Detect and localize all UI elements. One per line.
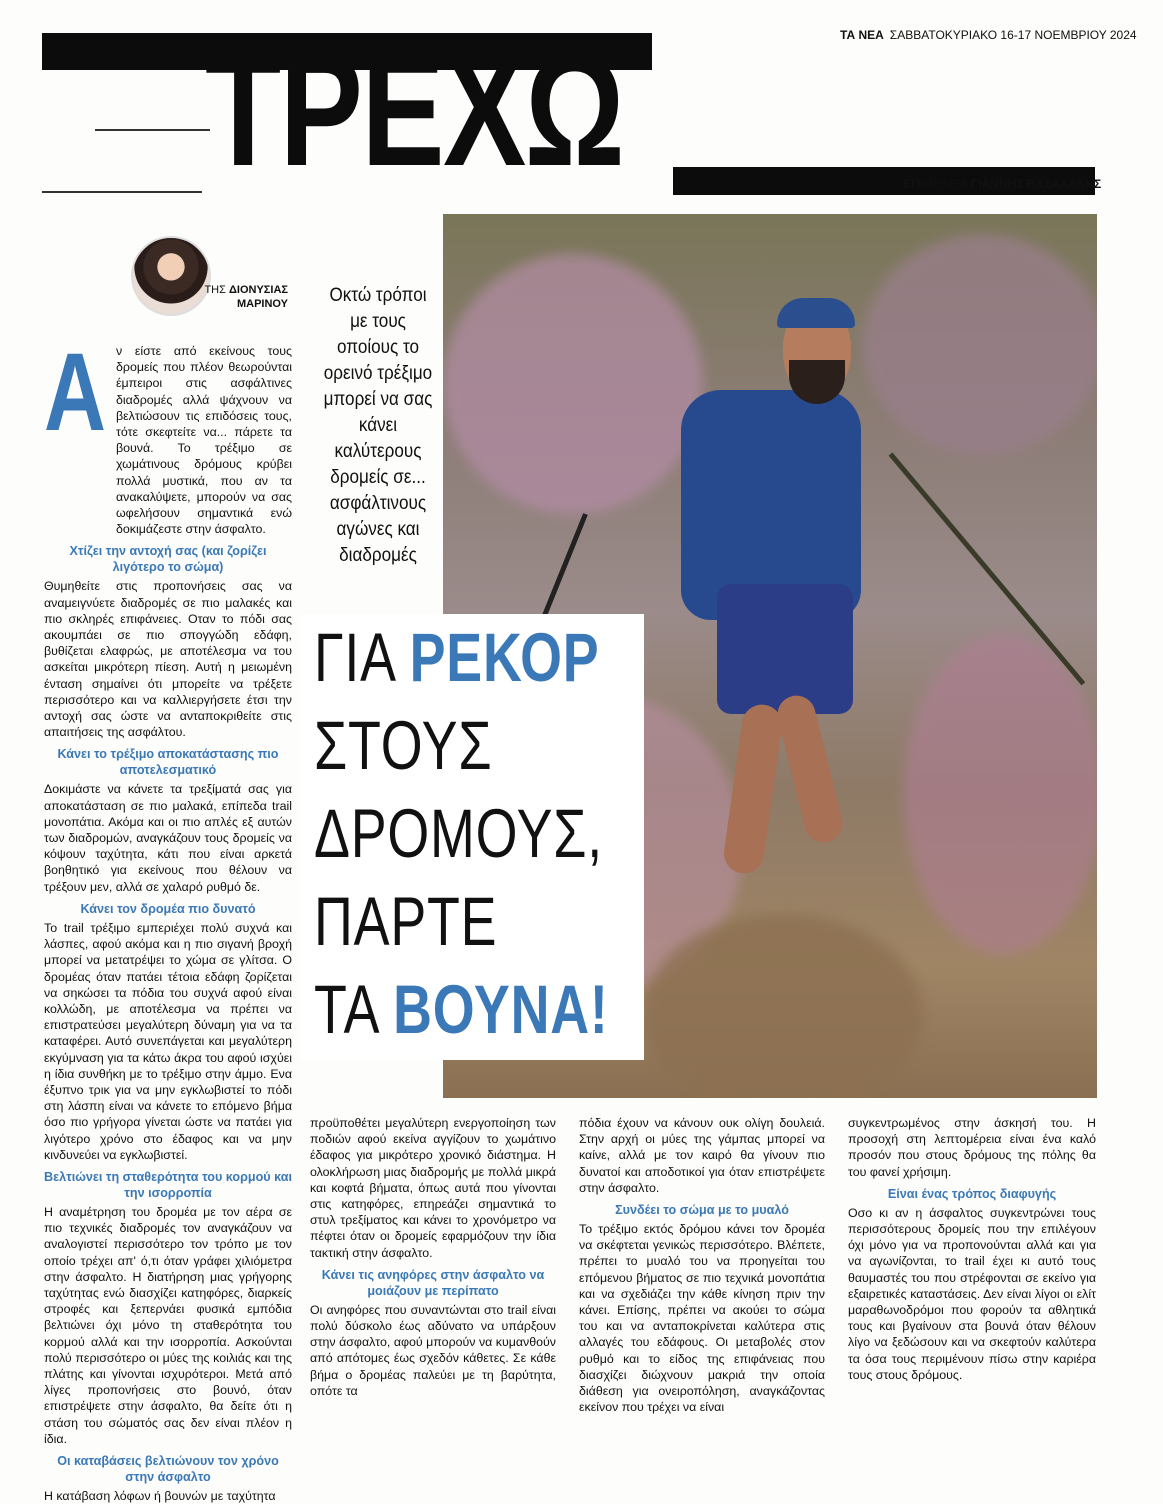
author-avatar [131, 236, 211, 316]
headline-text: ΓΙΑ [314, 619, 410, 696]
author-name-first: ΔΙΟΝΥΣΙΑΣ [228, 284, 288, 296]
subheading: Οι καταβάσεις βελτιώνουν τον χρόνο στην άσφαλτο [57, 1453, 279, 1484]
paragraph: προϋποθέτει μεγαλύτερη ενεργοποίηση των ποδιών αφού εκείνα αγγίζουν το χωμάτινο έδαφος για μικρότερο χρονικό διάστημα. Η ολοκλήρωση μιας διαδρομής με πολλά μικρά και κοφτά βήματα, όπως αυτά που γίνονται στις κατηφόρες, επηρεάζει σημαντικά το στυλ τρεξίματος και κάνει το χρονόμετρο να πέφτει όταν οι δρομείς εφαρμόζουν την ίδια τακτική στην άσφαλτο. [310, 1116, 556, 1260]
paragraph: συγκεντρωμένος στην άσκησή του. Η προσοχή στη λεπτομέρεια είναι ένα καλό προσόν που στους δρόμους της πόλης θα του φανεί χρήσιμη. [848, 1116, 1096, 1179]
subheading: Βελτιώνει τη σταθερότητα του κορμού και την ισορροπία [44, 1169, 292, 1200]
paper-info [840, 28, 1137, 42]
subheading: Κάνει το τρέξιμο αποκατάστασης πιο αποτελεσματικό [57, 747, 279, 778]
editor-name: ΓΙΑΝΝΗΣ ΒΑΣΑΛΑΚΗΣ [971, 177, 1102, 191]
subheading: Χτίζει την αντοχή σας (και ζορίζει λιγότερο το σώμα) [69, 544, 267, 575]
deck-text: Οκτώ τρόποι με τους οποίους το ορεινό τρέξιμο μπορεί να σας κάνει καλύτερους δρομείς σε... ασφάλτινους αγώνες και διαδρομές [323, 285, 433, 566]
headline-line-4: ΠΑΡΤΕ [314, 883, 498, 960]
masthead-rule [42, 191, 202, 193]
article-column-1 [44, 331, 292, 1504]
subheading: Είναι ένας τρόπος διαφυγής [887, 1186, 1057, 1201]
subheading: Συνδέει το σώμα με το μυαλό [615, 1203, 789, 1218]
headline-line-2: ΣΤΟΥΣ [314, 707, 493, 784]
paragraph: Το τρέξιμο εκτός δρόμου κάνει τον δρομέα να σκέφτεται γενικώς περισσότερο. Βλέπετε, πρέπει το μυαλό του να προηγείται του επόμενου βήματος σε πιο τεχνικά μονοπάτια και να σχεδιάζει την κάθε κίνηση πριν την κάνει. Επίσης, πρέπει να ακούει το σώμα του και να ανταποκρίνεται καλύτερα στις αλλαγές του εδάφους. Οι μεταβολές στον ρυθμό και το είδος της επιφάνειας που διασχίζει διώχνουν μακριά την οποία διάθεση για ονειροπόληση, αναγκάζοντας εκείνον που τρέχει να είναι [579, 1222, 825, 1415]
subheading: Κάνει τις ανηφόρες στην άσφαλτο να μοιάζουν με περίπατο [321, 1267, 545, 1298]
author-name-last: ΜΑΡΙΝΟΥ [236, 298, 288, 310]
paragraph: Οι ανηφόρες που συναντώνται στο trail είναι πολύ δύσκολο έως αδύνατο να υπάρξουν στην άσφαλτο, αφού μπορούν να κυμανθούν από απότομες έως σχεδόν κάθετες. Σε κάθε βήμα ο δρομέας παλεύει με τη βαρύτητα, οπότε τα [310, 1302, 556, 1398]
headline-box [300, 614, 644, 1060]
intro-paragraph: ν είστε από εκείνους τους δρομείς που πλέον θεωρούνται έμπειροι στις ασφάλτινες διαδρομές αλλά ψάχνουν να βελτιώσουν τις επιδόσεις τους, τότε σκεφτείτε να... πάρετε τα βουνά. Το τρέξιμο σε χωμάτινους δρόμους κρύβει πολλά μυστικά, που αν τα ανακαλύψετε, μπορούν να σας ωφελήσουν σημαντικά ενώ δοκιμάζεστε στην άσφαλτο. [116, 344, 292, 537]
headline-text: ΤΑ [314, 971, 394, 1048]
paragraph: Η κατάβαση λόφων ή βουνών με ταχύτητα [44, 1488, 276, 1503]
headline-line-5 [314, 966, 609, 1054]
headline-line-3: ΔΡΟΜΟΥΣ, [314, 795, 604, 872]
headline-highlight: ΡΕΚΟΡ [409, 619, 600, 696]
paragraph: Η αναμέτρηση του δρομέα με τον αέρα σε πιο τεχνικές διαδρομές τον αναγκάζουν να αναλογιστεί περισσότερο τον τρόπο με τον οποίο τρέχει απ' ό,τι όταν γράφει χιλιόμετρα στην άσφαλτο. Η διατήρηση μιας γρήγορης ταχύτητας ενώ διασχίζει κατηφόρες, διαρκείς στροφές και ξεπερνάει φυσικά εμπόδια βελτιώνει όχι μόνο τη σταθερότητα του κορμού αλλά και την ισορροπία. Ασκούνται πολύ περισσότερο οι μύες της κοιλιάς και της πλάτης και γίνονται ισχυρότεροι. Μετά από λίγες προπονήσεις στο βουνό, όταν επιστρέψετε στην άσφαλτο, θα δείτε ότι η στάση του σώματός σας δεν είναι πλέον η ίδια. [44, 1204, 292, 1446]
subheading: Κάνει τον δρομέα πιο δυνατό [80, 901, 256, 916]
author-byline [200, 283, 288, 311]
article-column-3 [579, 1115, 825, 1415]
paragraph: Οσο κι αν η άσφαλτος συγκεντρώνει τους περισσότερους δρομείς που την επιλέγουν όχι μόνο για να προπονούνται αλλά και για να αγωνίζονται, το trail έχει κι αυτό τους θαυμαστές του που στρέφονται σε εκείνο για εξαιρετικές καταστάσεις. Δεν είναι λίγοι οι ελίτ μαραθωνοδρόμοι που φορούν τα αθλητικά τους και βγαίνουν στα βουνά όταν θέλουν λίγο να ξεδώσουν και να σκεφτούν καλύτερα τα όσα τους περιμένουν πίσω στην καριέρα τους στους δρόμους. [848, 1205, 1096, 1382]
masthead-rule [95, 129, 210, 131]
editor-credit [903, 177, 1101, 191]
headline-highlight: ΒΟΥΝΑ! [393, 971, 609, 1048]
headline-line-1 [314, 614, 599, 702]
editor-label: ΕΠΙΜΕΛΕΙΑ [903, 177, 968, 191]
paragraph: Δοκιμάστε να κάνετε τα τρεξίματά σας για αποκατάσταση σε πιο μαλακά, επίπεδα trail μονοπάτια. Ακόμα και οι πιο απλές εξ αυτών των διαδρομών, αναγκάζουν τους δρομείς να κόψουν ταχύτητα, κάτι που είναι αρκετά βοηθητικό για εκείνους που θέλουν να τρέξουν μεν, αλλά σε χαλαρό ρυθμό δε. [44, 782, 292, 894]
article-column-4 [848, 1115, 1096, 1383]
author-prefix: ΤΗΣ [204, 284, 226, 296]
paragraph: πόδια έχουν να κάνουν ουκ ολίγη δουλειά. Στην αρχή οι μύες της γάμπας μπορεί να καίνε, αλλά με τον καιρό θα γίνουν πιο δυνατοί και αποδοτικοί για όταν επιστρέψετε στην άσφαλτο. [579, 1116, 825, 1195]
section-title: ΤΡΕΧΩ [205, 20, 624, 199]
article-column-2 [310, 1115, 556, 1399]
paragraph: Θυμηθείτε στις προπονήσεις σας να αναμειγνύετε διαδρομές σε πιο μαλακές και πιο σκληρές επιφάνειες. Οταν το πόδι σας ακουμπάει σε πιο σπογγώδη εδάφη, βυθίζεται ελαφρώς, με αποτέλεσμα να του ασκείται μικρότερη πίεση. Αυτή η μειωμένη ένταση σημαίνει ότι μπορείτε να τρέξετε περισσότερο και να καλλιεργήσετε έτσι την αντοχή σας ώστε να ανταποκριθείτε στις απαιτήσεις της ασφάλτου. [44, 579, 292, 740]
drop-cap: Α [44, 331, 106, 454]
paper-name: ΤΑ ΝΕΑ [840, 28, 884, 42]
paragraph: Το trail τρέξιμο εμπεριέχει πολύ συχνά και λάσπες, αφού ακόμα και η πιο σιγανή βροχή μπορεί να μετατρέψει το χώμα σε γλίτσα. Ο δρομέας όταν πατάει τέτοια εδάφη ζορίζεται να σηκώσει τα πόδια του συχνά αφού είναι κολλώδη, με αποτέλεσμα να πρέπει να επιστρατεύσει μεγαλύτερη δύναμη για να τα καταφέρει. Αυτό συνεπάγεται και μεγαλύτερη εκγύμναση για τα κάτω άκρα του αφού ισχύει η ίδια συνθήκη με το τρέξιμο στην άμμο. Ενα έξυπνο τρικ για να μην εγκλωβιστεί το πόδι στη λάσπη είναι να κάνετε το επόμενο βήμα όσο πιο γρήγορα γίνεται ώστε να πατάει για λιγότερο χρόνο στο έδαφος και να μην κινδυνεύει να εγκλωβιστεί. [44, 920, 292, 1162]
issue-date: ΣΑΒΒΑΤΟΚΥΡΙΑΚΟ 16-17 ΝΟΕΜΒΡΙΟΥ 2024 [889, 28, 1137, 42]
